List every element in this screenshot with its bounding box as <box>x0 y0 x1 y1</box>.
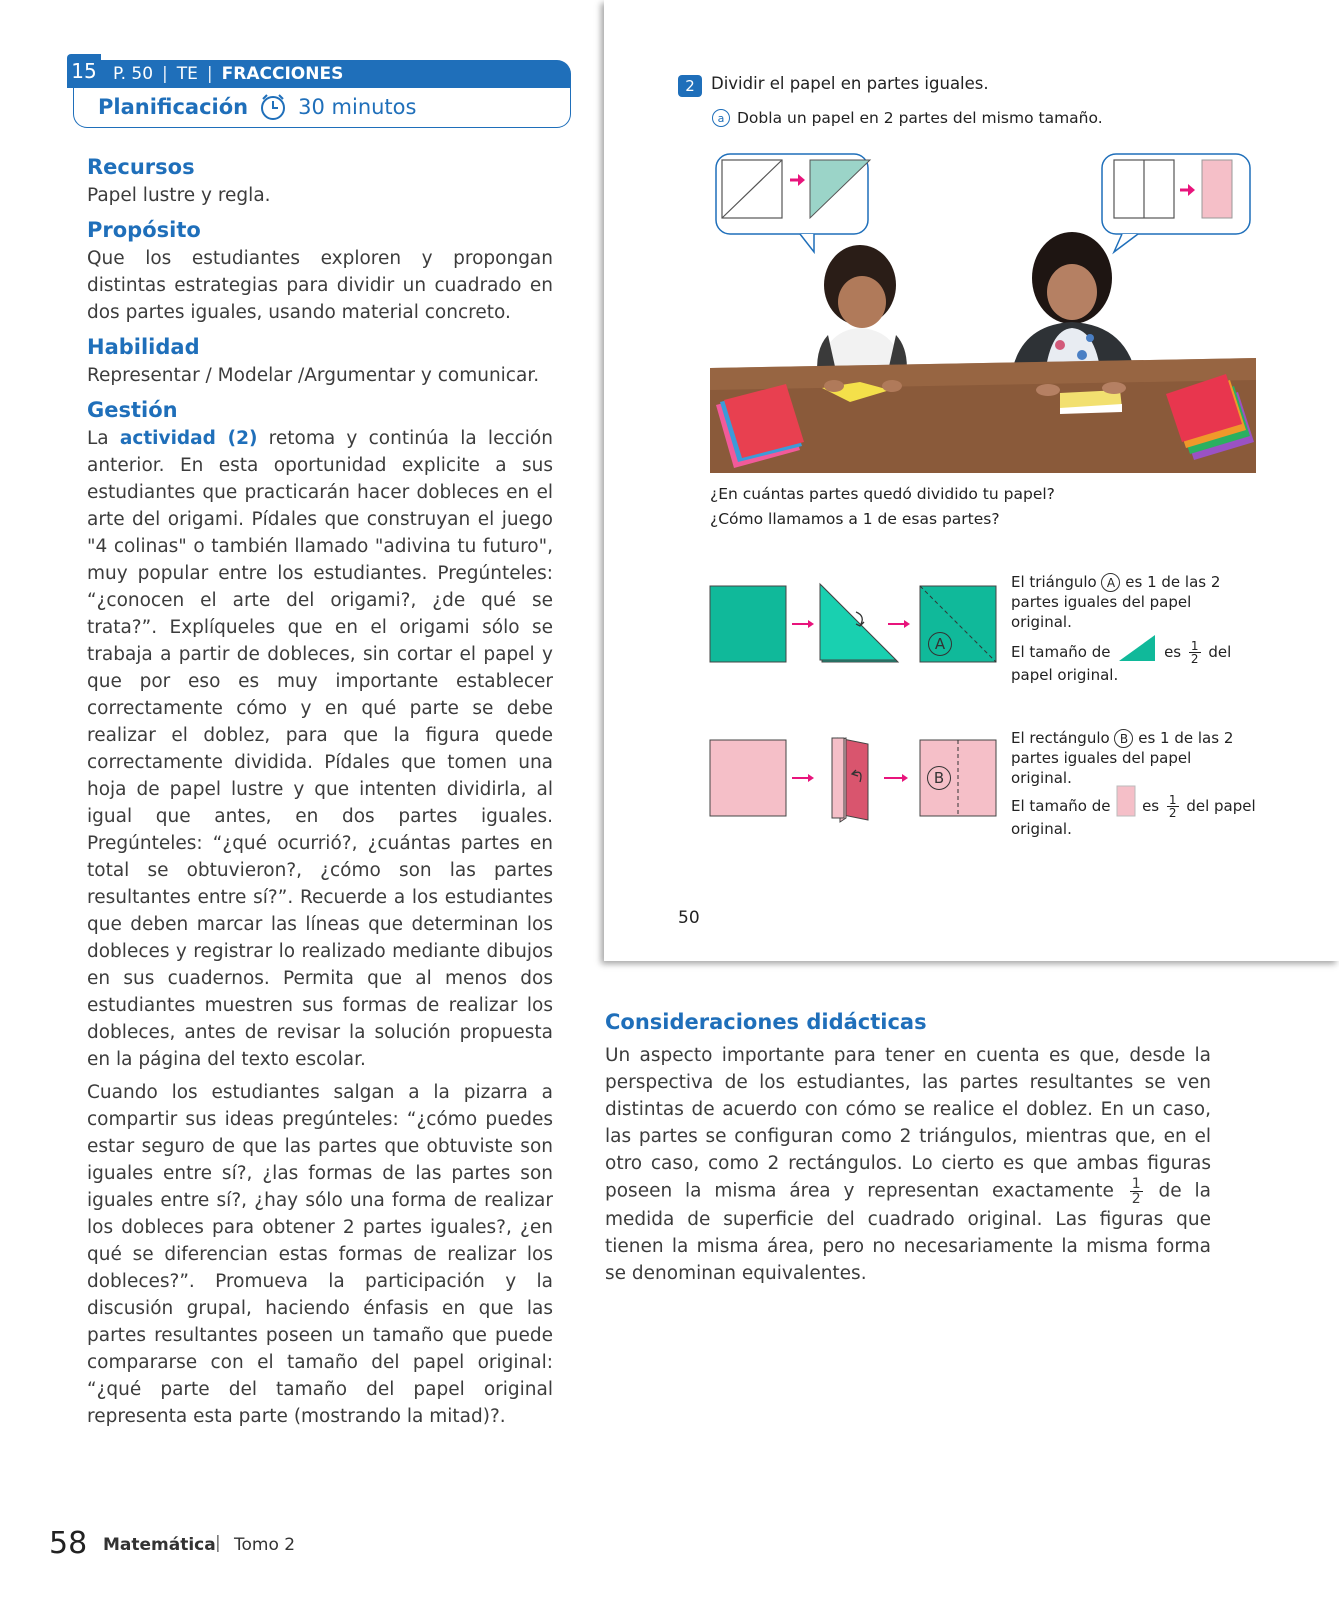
small-triangle-icon <box>1117 633 1157 663</box>
fraction-one-half: $\frac{1}{2}$ <box>1168 793 1177 820</box>
left-column <box>87 152 553 1430</box>
proposito-title: Propósito <box>87 218 201 242</box>
question-title: Dividir el papel en partes iguales. <box>711 74 989 93</box>
small-rectangle-icon <box>1116 785 1136 817</box>
folded-rectangle <box>832 738 844 818</box>
page-ref: P. 50 <box>113 64 154 84</box>
children-folding-paper-photo <box>710 150 1256 473</box>
triangle-description: El triángulo A es 1 de las 2 partes iguales del papel original. <box>1011 573 1221 631</box>
planning-label: Planificación <box>98 94 249 119</box>
label-b-circle: B <box>927 766 951 790</box>
square-paper-teal <box>710 586 786 662</box>
footer-separator: | <box>215 1533 221 1553</box>
triangle-size-statement: El tamaño de es $\frac{1}{2}$ del papel original. <box>1011 640 1251 685</box>
footer-subject: Matemática <box>103 1535 216 1555</box>
fraction-one-half: $\frac{1}{2}$ <box>1131 1176 1141 1207</box>
question-number: 2 <box>678 75 702 97</box>
habilidad-text: Representar / Modelar /Argumentar y comunicar. <box>87 365 540 386</box>
gestion-paragraph-1: La actividad (2) retoma y continúa la lección anterior. En esta oportunidad explicite a sus estudiantes que practicarán hacer dobleces en el arte del origami. Pídales que construyan el juego "4 colinas" o también llamado "adivina tu futuro", muy popular entre los estudiantes. Pregúnteles: “¿conocen el arte del origami?, ¿de qué se trata?”. Explíqueles que en el origami sólo se trabaja a partir de dobleces, sin cortar el papel y que por eso es muy importante establecer correctamente cómo y en qué parte se debe realizar el doblez, para que la figura quede correctamente dividida. Pídales que tomen una hoja de papel lustre y que intenten dividirla, al igual que antes, en dos partes iguales. Pregúnteles: “¿qué ocurrió?, ¿cuántas partes en total se obtuvieron?, ¿cómo son las partes resultantes entre sí?”. Recuerde a los estudiantes que deben marcar las líneas que determinan los dobleces y registrar lo realizado mediante dibujos en sus cuadernos. Permita que al menos dos estudiantes muestren sus formas de realizar los dobleces, antes de revisar la solución propuesta en la página del texto escolar. <box>87 428 553 1070</box>
duration: 30 minutos <box>298 94 417 119</box>
consideraciones-title: Consideraciones didácticas <box>605 1010 927 1034</box>
book-ref: TE <box>176 64 198 84</box>
triangle-fold-diagram <box>708 580 1004 668</box>
sub-instruction: Dobla un papel en 2 partes del mismo tamaño. <box>737 109 1103 127</box>
question-line-1: ¿En cuántas partes quedó dividido tu papel? <box>710 485 1055 503</box>
rectangle-size-statement: El tamaño de es $\frac{1}{2}$ del papel original. <box>1011 794 1261 839</box>
topic: FRACCIONES <box>221 64 344 84</box>
clock-icon <box>258 92 288 122</box>
square-paper-pink <box>710 740 786 816</box>
rectangle-fold-diagram <box>708 734 1004 826</box>
recursos-text: Papel lustre y regla. <box>87 185 271 206</box>
activity-ref: actividad (2) <box>119 428 258 449</box>
gestion-paragraph-2: Cuando los estudiantes salgan a la pizarra a compartir sus ideas pregúnteles: “¿cómo puedes estar seguro de que las partes que obtuviste son iguales entre sí?, ¿las formas de las partes son iguales entre sí?, ¿hay sólo una forma de realizar los dobleces para obtener 2 partes iguales?, ¿en qué se diferencian estas formas de realizar los dobleces?”. Promueva la participación y la discusión grupal, haciendo énfasis en que las partes resultantes poseen un tamaño que puede compararse con el tamaño del papel original: “¿qué parte del tamaño del papel original representa esta parte (mostrando la mitad)?. <box>87 1082 553 1427</box>
lesson-header-bar: P. 50 | TE | FRACCIONES <box>101 60 571 88</box>
label-b-inline: B <box>1114 729 1133 748</box>
page-number: 58 <box>49 1526 88 1561</box>
proposito-text: Que los estudiantes exploren y propongan distintas estrategias para dividir un cuadrado en dos partes iguales, usando material concreto. <box>87 248 553 323</box>
reflection-questions <box>710 482 1055 532</box>
sub-letter: a <box>712 109 730 127</box>
fraction-one-half: $\frac{1}{2}$ <box>1190 639 1199 666</box>
label-a-inline: A <box>1101 573 1120 592</box>
label-a-circle: A <box>928 632 952 656</box>
lesson-number: 15 <box>67 54 101 88</box>
recursos-title: Recursos <box>87 155 195 179</box>
rectangle-description: El rectángulo B es 1 de las 2 partes iguales del papel original. <box>1011 729 1234 787</box>
consideraciones-text: Un aspecto importante para tener en cuenta es que, desde la perspectiva de los estudiantes, las partes resultantes se ven distintas de acuerdo con cómo se realice el doblez. En un caso, las partes se configuran como 2 triángulos, mientras que, en el otro caso, como 2 rectángulos. Lo cierto es que ambas figuras poseen la misma área y representan exactamente $\frac{1}{2}$ de la medida de superficie del cuadrado original. Las figuras que tienen la misma área, pero no necesariamente la misma forma se denominan equivalentes. <box>605 1045 1211 1284</box>
habilidad-title: Habilidad <box>87 335 200 359</box>
folded-triangle <box>820 584 896 660</box>
gestion-title: Gestión <box>87 398 178 422</box>
planning-box <box>73 86 571 128</box>
footer-volume: Tomo 2 <box>234 1535 296 1555</box>
question-line-2: ¿Cómo llamamos a 1 de esas partes? <box>710 510 1000 528</box>
textbook-page-number: 50 <box>678 908 700 928</box>
